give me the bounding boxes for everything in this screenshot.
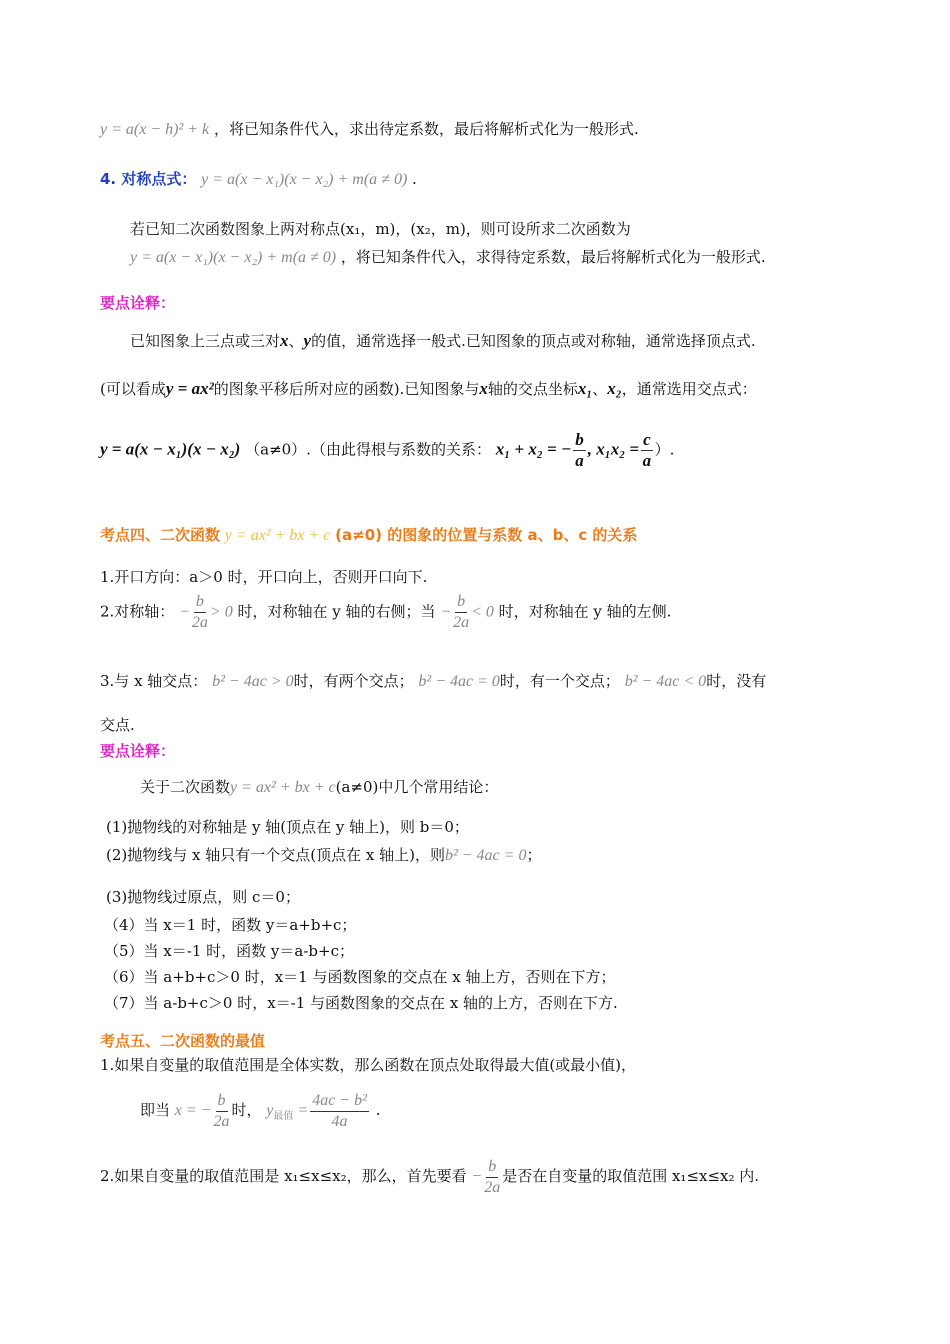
note-2-intro-a: 关于二次函数 bbox=[140, 778, 231, 796]
k5-text-c: . bbox=[375, 1101, 381, 1119]
k4-item-3-cont bbox=[100, 714, 135, 736]
k4-item-2-text-c: 时，对称轴在 y 轴的左侧. bbox=[498, 602, 672, 621]
vieta-sum: x₁ + x₂ = − bbox=[495, 439, 572, 459]
k5-x-equals: x = − bbox=[174, 1102, 212, 1119]
note-2-intro-b: (a≠0)中几个常用结论： bbox=[335, 778, 499, 796]
note-1-text-b: 、 bbox=[288, 332, 304, 350]
k5-item-2-text-b: 是否在自变量的取值范围 x₁≤x≤x₂ 内. bbox=[502, 1167, 760, 1185]
note-2-item-5 bbox=[104, 940, 354, 962]
note-2-discriminant: b² − 4ac = 0 bbox=[444, 847, 527, 864]
note-2-item-3 bbox=[106, 886, 300, 908]
section-4-text-2: ，将已知条件代入，求得待定系数，最后将解析式化为一般形式. bbox=[340, 248, 766, 266]
fraction-b-over-a bbox=[573, 430, 586, 471]
vieta-product: , x₁x₂ = bbox=[587, 439, 640, 459]
var-x-2: x bbox=[479, 379, 488, 398]
k4-item-3-text-b: 时，有两个交点； bbox=[293, 672, 414, 690]
symmetric-formula-2: y = a(x − x₁)(x − x₂) + m(a ≠ 0) bbox=[130, 249, 337, 266]
section-4-paragraph-1 bbox=[130, 218, 631, 240]
note-1-title bbox=[100, 292, 175, 314]
k4-item-2-text-a: 2.对称轴： bbox=[100, 602, 175, 621]
section-4-paragraph-2 bbox=[130, 246, 766, 269]
section-k5-title bbox=[100, 1030, 265, 1052]
frac-den: 4a bbox=[331, 1112, 348, 1130]
note-1-paragraph-1 bbox=[130, 330, 756, 352]
note-2-item-6-text: （6）当 a+b+c＞0 时，x＝1 与函数图象的交点在 x 轴上方，否则在下方； bbox=[104, 968, 616, 986]
fraction-extremum bbox=[310, 1091, 369, 1132]
note-2-heading: 要点诠释： bbox=[100, 742, 176, 760]
note-1-p2-text-e: ，通常选用交点式： bbox=[621, 380, 757, 398]
note-2-formula: y = ax² + bx + c bbox=[230, 779, 336, 796]
ax2-formula: y = ax² bbox=[165, 379, 214, 398]
note-1-p3-text-a: （a≠0）.（由此得根与系数的关系： bbox=[245, 440, 491, 459]
k5-item-2-text-a: 2.如果自变量的取值范围是 x₁≤x≤x₂，那么，首先要看 bbox=[100, 1167, 467, 1185]
frac-den: 2a bbox=[213, 1112, 230, 1130]
frac-den: 2a bbox=[191, 614, 208, 631]
k5-item-1-formula bbox=[140, 1086, 380, 1141]
discriminant-negative: b² − 4ac < 0 bbox=[624, 673, 707, 690]
k4-item-1-text: 1.开口方向：a＞0 时，开口向上，否则开口向下. bbox=[100, 568, 428, 586]
vertex-form-line bbox=[100, 118, 639, 141]
frac-den-a: a bbox=[642, 451, 652, 470]
frac-den-2: 2a bbox=[453, 614, 470, 631]
note-2-item-4 bbox=[104, 914, 356, 936]
note-1-p3-text-b: ）. bbox=[654, 440, 675, 459]
intercept-formula: y = a(x − x₁)(x − x₂) bbox=[100, 439, 241, 459]
k4-item-2 bbox=[100, 592, 671, 633]
k4-item-2-text-b: 时，对称轴在 y 轴的右侧；当 bbox=[237, 602, 436, 621]
note-2-item-7-text: （7）当 a-b+c＞0 时，x＝-1 与函数图象的交点在 x 轴的上方，否则在下方. bbox=[104, 994, 618, 1012]
frac-den: 2a bbox=[484, 1178, 501, 1196]
y-subscript: 最值 bbox=[273, 1111, 294, 1123]
vertex-formula: y = a(x − h)² + k bbox=[100, 121, 210, 138]
note-2-item-1 bbox=[106, 816, 469, 838]
frac-num-2: b bbox=[455, 592, 467, 613]
note-1-p2-text-b: 的图象平移后所对应的函数).已知图象与 bbox=[213, 380, 480, 398]
y-var: y bbox=[266, 1102, 274, 1119]
section-4-period: . bbox=[412, 170, 417, 188]
k4-item-3 bbox=[100, 670, 766, 693]
frac-num: 4ac − b² bbox=[310, 1091, 369, 1112]
k5-text-b: 时， bbox=[231, 1101, 262, 1119]
note-1-p2-text-d: 、 bbox=[592, 380, 608, 398]
var-y: y bbox=[303, 331, 312, 350]
fraction-b-over-2a-k5 bbox=[214, 1091, 230, 1132]
frac-num: b bbox=[575, 430, 584, 449]
fraction-b-over-2a-k5-2 bbox=[484, 1157, 500, 1198]
frac-num-c: c bbox=[643, 430, 651, 449]
frac-num: b bbox=[216, 1091, 228, 1112]
note-2-item-2 bbox=[106, 844, 541, 867]
note-1-paragraph-3 bbox=[100, 430, 674, 471]
section-4-text-1: 若已知二次函数图象上两对称点(x₁，m)，(x₂，m)，则可设所求二次函数为 bbox=[130, 220, 631, 238]
note-2-title bbox=[100, 740, 175, 762]
symmetric-formula: y = a(x − x₁)(x − x₂) + m(a ≠ 0) bbox=[201, 171, 408, 188]
gt-zero: > 0 bbox=[209, 603, 233, 621]
k5-text-a: 即当 bbox=[140, 1101, 171, 1119]
note-2-item-6 bbox=[104, 966, 615, 988]
note-1-p2-text-c: 轴的交点坐标 bbox=[487, 380, 578, 398]
frac-num: b bbox=[486, 1157, 498, 1178]
note-2-item-7 bbox=[104, 992, 618, 1014]
fraction-b-over-2a-2 bbox=[453, 592, 469, 633]
y-extremum bbox=[266, 1102, 309, 1123]
equals: = bbox=[297, 1102, 309, 1119]
note-1-text-a: 已知图象上三点或三对 bbox=[130, 332, 281, 350]
note-1-text-c: 的值，通常选择一般式.已知图象的顶点或对称轴，通常选择顶点式. bbox=[311, 332, 756, 350]
lt-zero: < 0 bbox=[471, 603, 494, 621]
var-x: x bbox=[280, 331, 289, 350]
section-4-title bbox=[100, 168, 417, 191]
neg-sign-k5: − bbox=[471, 1168, 483, 1185]
k4-item-3-text-d: 时，没有 bbox=[706, 672, 767, 690]
k4-heading-b: (a≠0) 的图象的位置与系数 a、b、c 的关系 bbox=[335, 526, 638, 544]
k5-item-1 bbox=[100, 1054, 636, 1076]
k4-item-3-text-c: 时，有一个交点； bbox=[499, 672, 620, 690]
note-2-item-3-text: (3)抛物线过原点，则 c＝0； bbox=[106, 888, 300, 906]
note-1-paragraph-2 bbox=[100, 378, 757, 400]
discriminant-positive: b² − 4ac > 0 bbox=[212, 673, 294, 690]
var-x1: x₁ bbox=[577, 379, 593, 398]
neg-sign-2: − bbox=[440, 603, 452, 621]
k4-item-3-text-a: 3.与 x 轴交点： bbox=[100, 672, 208, 690]
k4-item-3-text-e: 交点. bbox=[100, 716, 135, 734]
note-2-item-4-text: （4）当 x＝1 时，函数 y＝a+b+c； bbox=[104, 916, 357, 934]
note-2-intro bbox=[140, 776, 498, 799]
k5-item-1-text: 1.如果自变量的取值范围是全体实数，那么函数在顶点处取得最大值(或最小值)， bbox=[100, 1056, 637, 1074]
var-x2: x₂ bbox=[607, 379, 622, 398]
frac-num: b bbox=[194, 592, 206, 613]
fraction-c-over-a bbox=[641, 430, 653, 471]
neg-sign: − bbox=[179, 603, 190, 621]
vertex-form-text: ，将已知条件代入，求出待定系数，最后将解析式化为一般形式. bbox=[213, 120, 639, 138]
fraction-b-over-2a bbox=[192, 592, 208, 633]
discriminant-zero: b² − 4ac = 0 bbox=[418, 673, 500, 690]
k5-heading: 考点五、二次函数的最值 bbox=[100, 1032, 266, 1050]
k4-item-1 bbox=[100, 566, 427, 588]
k5-item-2 bbox=[100, 1152, 759, 1201]
note-2-item-2-text-b: ； bbox=[526, 846, 542, 864]
note-1-heading: 要点诠释： bbox=[100, 294, 176, 312]
section-4-heading: 4. 对称点式： bbox=[100, 170, 197, 188]
k4-heading-a: 考点四、二次函数 bbox=[100, 526, 221, 544]
note-1-p2-text-a: (可以看成 bbox=[100, 380, 166, 398]
k4-formula: y = ax² + bx + c bbox=[224, 527, 331, 544]
frac-den: a bbox=[575, 451, 584, 470]
note-2-item-2-text-a: (2)抛物线与 x 轴只有一个交点(顶点在 x 轴上)，则 bbox=[106, 846, 445, 864]
note-2-item-1-text: (1)抛物线的对称轴是 y 轴(顶点在 y 轴上)，则 b＝0； bbox=[106, 818, 469, 836]
note-2-item-5-text: （5）当 x＝-1 时，函数 y＝a-b+c； bbox=[104, 942, 354, 960]
section-k4-title bbox=[100, 524, 637, 547]
